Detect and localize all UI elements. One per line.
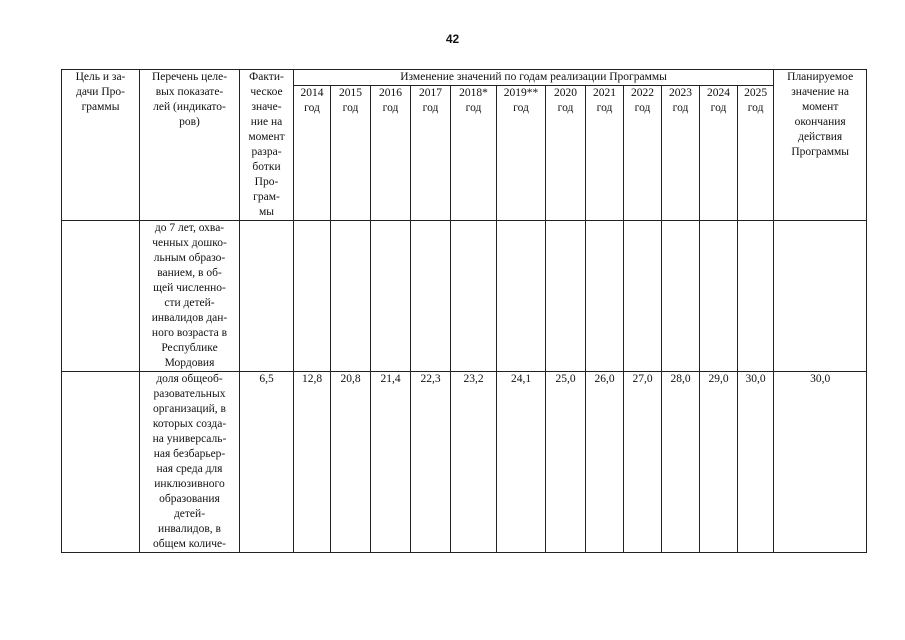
indicator-cell-text: до 7 лет, охва- ченных дошко- льным образо- ванием, в об- щей численно- сти детей- инвалидов дан- ного возраста в Республике Мордовия — [151, 222, 228, 369]
year-header — [546, 86, 586, 221]
year-value-cell — [371, 372, 411, 553]
table-row — [62, 221, 867, 372]
year-value-cell — [624, 372, 662, 553]
year-value-cell — [662, 372, 700, 553]
year-value-cell-text: 28,0 — [670, 373, 691, 385]
planned-value-cell — [774, 372, 867, 553]
goal-header-text: Цель и за- дачи Про- граммы — [75, 71, 126, 113]
header-row — [62, 70, 867, 86]
page-number: 42 — [445, 32, 460, 46]
year-value-cell-text: 12,8 — [301, 373, 323, 385]
year-word: год — [672, 102, 689, 115]
goal-header — [62, 70, 140, 221]
year-header — [624, 86, 662, 221]
year-word: год — [710, 102, 727, 115]
indicators-header — [140, 70, 240, 221]
year-word: год — [596, 102, 613, 115]
year-value-cell — [411, 372, 451, 553]
year-value-cell-text: 27,0 — [632, 373, 653, 385]
year-value-cell — [451, 221, 497, 372]
year-header — [371, 86, 411, 221]
year-label: 2023 — [669, 87, 692, 100]
year-label: 2024 — [707, 87, 730, 100]
year-header — [411, 86, 451, 221]
year-value-cell — [497, 372, 546, 553]
year-value-cell-text: 23,2 — [463, 373, 484, 385]
year-value-cell — [546, 372, 586, 553]
year-header — [662, 86, 700, 221]
year-value-cell — [546, 221, 586, 372]
year-header — [451, 86, 497, 221]
year-header — [294, 86, 331, 221]
year-value-cell — [586, 372, 624, 553]
year-word: год — [465, 102, 482, 115]
actual-header-text: Факти- ческое значе- ние на момент разра- ботки Про- грам- мы — [248, 71, 285, 218]
year-label: 2016 — [379, 87, 402, 100]
year-value-cell-text: 20,8 — [340, 373, 361, 385]
goal-cell — [62, 221, 140, 372]
year-value-cell — [738, 372, 774, 553]
year-header — [331, 86, 371, 221]
indicator-cell-text: доля общеоб- разовательных организаций, в которых созда- на универсаль- ная безбарьер- ная среда для инклюзивного образования детей- инвалидов, в общем количе- — [152, 373, 227, 550]
year-value-cell — [700, 221, 738, 372]
year-value-cell — [586, 221, 624, 372]
year-value-cell — [331, 221, 371, 372]
actual-header — [240, 70, 294, 221]
year-value-cell — [294, 372, 331, 553]
year-value-cell — [738, 221, 774, 372]
year-value-cell — [371, 221, 411, 372]
change-header: Изменение значений по годам реализации Программы — [294, 70, 774, 86]
goal-cell — [62, 372, 140, 553]
year-header — [497, 86, 546, 221]
planned-header — [774, 70, 867, 221]
year-value-cell — [700, 372, 738, 553]
year-label: 2019** — [503, 87, 539, 100]
year-word: год — [747, 102, 764, 115]
year-label: 2015 — [339, 87, 362, 100]
indicator-cell — [140, 221, 240, 372]
year-value-cell-text: 29,0 — [708, 373, 729, 385]
year-value-cell-text: 26,0 — [594, 373, 615, 385]
actual-value-cell-text: 6,5 — [259, 373, 274, 385]
year-value-cell — [662, 221, 700, 372]
planned-value-cell — [774, 221, 867, 372]
year-value-cell — [624, 221, 662, 372]
year-label: 2021 — [593, 87, 616, 100]
year-word: год — [342, 102, 359, 115]
year-value-cell — [411, 221, 451, 372]
year-value-cell-text: 24,1 — [510, 373, 532, 385]
year-value-cell-text: 22,3 — [420, 373, 441, 385]
year-word: год — [422, 102, 439, 115]
year-value-cell-text: 30,0 — [745, 373, 766, 385]
indicator-cell — [140, 372, 240, 553]
year-label: 2025 — [744, 87, 768, 100]
year-value-cell — [497, 221, 546, 372]
year-word: год — [557, 102, 574, 115]
year-header — [738, 86, 774, 221]
year-word: год — [513, 102, 529, 115]
year-label: 2017 — [419, 87, 442, 100]
table-row — [62, 372, 867, 553]
year-label: 2022 — [631, 87, 654, 100]
year-value-cell-text: 25,0 — [555, 373, 576, 385]
indicators-table — [61, 69, 867, 553]
year-value-cell — [451, 372, 497, 553]
indicators-header-text: Перечень целе- вых показате- лей (индикато- ров) — [151, 71, 228, 128]
year-value-cell — [331, 372, 371, 553]
year-header — [586, 86, 624, 221]
year-value-cell — [294, 221, 331, 372]
year-label: 2020 — [554, 87, 577, 100]
year-header — [700, 86, 738, 221]
year-word: год — [634, 102, 651, 115]
year-value-cell-text: 21,4 — [380, 373, 401, 385]
actual-value-cell — [240, 372, 294, 553]
year-word: год — [304, 102, 320, 115]
planned-header-text: Планируемое значение на момент окончания действия Программы — [787, 71, 854, 158]
planned-value-cell-text: 30,0 — [810, 373, 831, 385]
year-label: 2014 — [300, 87, 324, 100]
actual-value-cell — [240, 221, 294, 372]
year-label: 2018* — [459, 87, 488, 100]
year-word: год — [382, 102, 399, 115]
